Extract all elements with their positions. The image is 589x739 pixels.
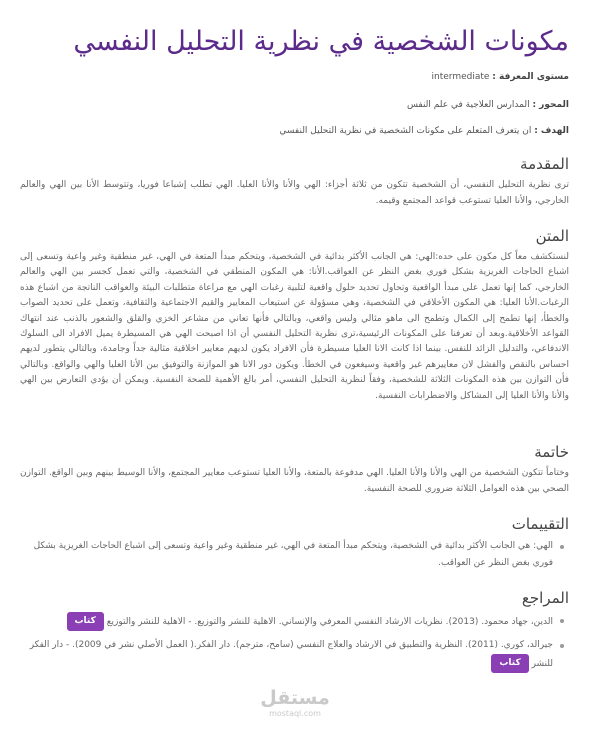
field-row xyxy=(20,98,569,112)
level-row xyxy=(20,70,569,84)
logo-arabic: مستقل xyxy=(260,687,330,709)
body-text: لنستكشف معاً كل مكون على حده:الهي: هي الجانب الأكثر بدائية في الشخصية، ويتحكم مبدأ المتعة في الهي، غير منطقية وغير واعية وتسعى إلى اشباع الحاجات الغريزية بشكل فوري بغض النظر عن العواقب.الأنا: هي المكون المنطقي في الشخصية، والتي تعمل كجسر بين الهي والعالم الخارجي، كما إنها تعمل على مبدأ الواقعية وتحاول تحديد حلول واقعية لتلبية رغبات الهي مع مراعاة متطلبات البيئة والعواقب الناتجة من اشباع هذه الرغبات.الأنا العليا: هي المكون الأخلاقي في الشخصية، وهي مسؤولة عن استيعاب المعايير والقيم الاجتماعية والثقافية، وتعمل على تحديد الصواب والخطأ، إنها تطمح إلى الكمال وتطمح الى ماهو مثالي وليس واقعي، وبالتالي فأنها تعاني من مشاعر الخزي والقلق والشعور بالذنب عند انتهاك القواعد الأخلاقية.وبعد أن تعرفنا على المكونات الرئيسية،ترى نظرية التحليل النفسي أن اذا اصبحت الهي هي المسيطرة يميل الافراد الى السلوك الاندفاعي، والتدليل الزائد للنفس. بينما اذا كانت الانا العليا مسيطرة فأن الافراد يكون لديهم معايير اخلاقية مثالية جداً وجامدة، وبالتالي يتطور لديهم احساس بالنقص والفشل لان معاييرهم غير واقعية وسيغعون في الخطأ. ويكون دور الانا هو الموازنة والتوفيق بين الأنا العليا والهي والواقع. وبالتالي فأن التوازن بين هذه المكونات الثلاثة للشخصية، وفقاً لنظرية التحليل النفسي، أمر بالغ الأهمية للصحة النفسية. ويمكن أن يؤدي التعارض بين الهي والأنا والأنا العليا إلى المشاكل والاضطرابات النفسية. xyxy=(20,252,569,401)
mostaql-watermark-logo xyxy=(255,687,335,719)
reference-text: جيرالد، كوري. (2011). النظرية والتطبيق في الارشاد والعلاج النفسي (سامح، مترجم). دار الفكر.( العمل الأصلي نشر في 2009). - دار الفكر للنشر xyxy=(29,640,553,669)
references-list xyxy=(20,612,569,673)
body-heading: المتن xyxy=(535,227,569,245)
level-label: مستوى المعرفة : xyxy=(492,72,569,82)
assessments-heading: التقييمات xyxy=(511,515,569,533)
conclusion-heading: خاتمة xyxy=(534,443,569,461)
goal-row xyxy=(20,124,569,138)
assessment-item: الهي: هي الجانب الأكثر بدائية في الشخصية، ويتحكم مبدأ المتعة في الهي، غير منطقية وغير واعية وتسعى إلى اشباع الحاجات الغريزية بشكل فوري بغض النظر عن العواقب. xyxy=(20,538,553,572)
goal-label: الهدف : xyxy=(534,126,569,136)
assessments-list xyxy=(20,538,569,572)
logo-latin: mostaql.com xyxy=(269,709,321,718)
field-value: المدارس العلاجية في علم النفس xyxy=(406,100,530,110)
conclusion-text: وختاماً تتكون الشخصية من الهي والأنا والأنا العليا. الهي مدفوعة بالمتعة، والأنا العليا تستوعب معايير المجتمع، والأنا الوسيط بينهم وبين الواقع. التوازن الصحي بين هذه العوامل الثلاثة ضروري للصحة النفسية. xyxy=(20,468,569,494)
field-label: المحور : xyxy=(532,100,569,110)
book-badge: كتاب xyxy=(67,612,104,631)
page-title: مكونات الشخصية في نظرية التحليل النفسي xyxy=(73,26,569,57)
reference-text: الدين، جهاد محمود. (2013). نظريات الارشاد النفسي المعرفي والإنساني. الاهلية للنشر والتوزيع. - الاهلية للنشر والتوزيع xyxy=(106,617,553,627)
goal-value: ان يتعرف المتعلم على مكونات الشخصية في نظرية التحليل النفسي xyxy=(279,126,532,136)
intro-text: ترى نظرية التحليل النفسي، أن الشخصية تتكون من ثلاثة أجزاء: الهي والأنا والأنا العليا. الهي تطلب إشباعا فوريا، وتتوسط الأنا بين الهي والعالم الخارجي، والأنا العليا تستوعب قواعد المجتمع وقيمه. xyxy=(20,180,569,206)
references-heading: المراجع xyxy=(521,589,569,607)
reference-item xyxy=(20,637,553,673)
level-value: intermediate xyxy=(431,72,490,82)
book-badge: كتاب xyxy=(491,654,528,673)
reference-item xyxy=(20,612,553,631)
intro-heading: المقدمة xyxy=(520,155,569,173)
